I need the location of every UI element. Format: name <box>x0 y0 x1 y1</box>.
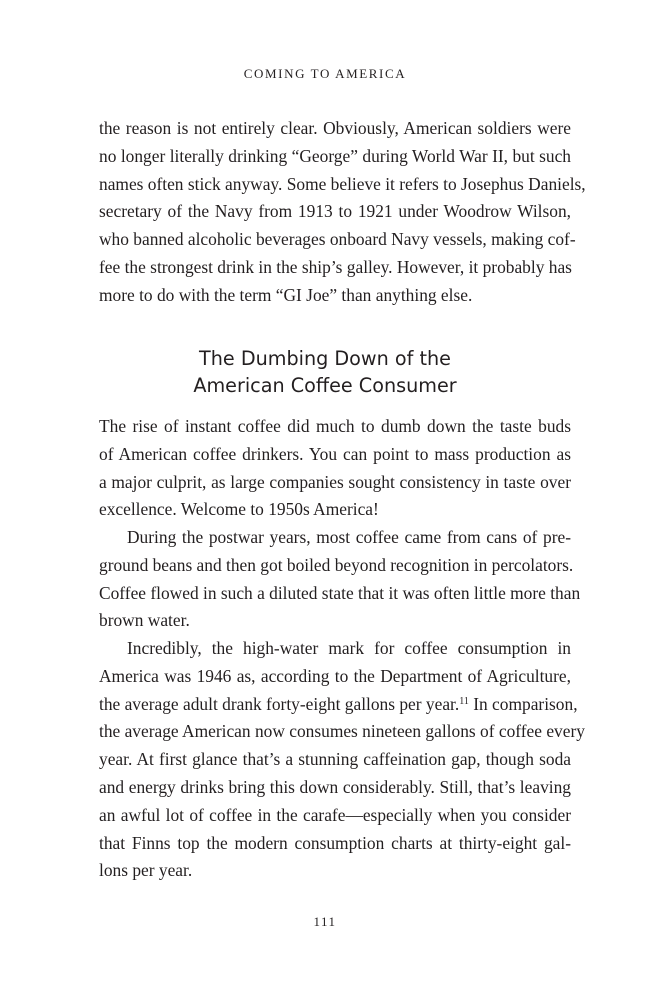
text-line: lons per year. <box>99 860 193 881</box>
text-line: no longer literally drinking “George” during World War II, but such <box>99 145 571 166</box>
footnote-reference[interactable]: 11 <box>459 695 469 707</box>
text-line: brown water. <box>99 610 190 631</box>
paragraph-postwar <box>99 524 581 635</box>
section-heading-line: American Coffee Consumer <box>193 374 457 397</box>
text-line: secretary of the Navy from 1913 to 1921 under Woodrow Wilson, <box>99 201 571 222</box>
text-line: During the postwar years, most coffee came from cans of pre- <box>127 527 571 547</box>
text-line: year. At first glance that’s a stunning caffeination gap, though soda <box>99 749 571 770</box>
text-line: the reason is not entirely clear. Obviously, American soldiers were <box>99 118 571 138</box>
running-head: COMING TO AMERICA <box>243 66 407 81</box>
paragraph-continuation <box>99 115 586 310</box>
section-heading-line: The Dumbing Down of the <box>199 347 451 370</box>
text-line <box>99 691 578 719</box>
text-fragment: In comparison, <box>468 693 578 714</box>
text-line: more to do with the term “GI Joe” than anything else. <box>99 284 473 305</box>
text-line: The rise of instant coffee did much to dumb down the taste buds <box>99 416 571 436</box>
text-line: a major culprit, as large companies sought consistency in taste over <box>99 471 571 492</box>
paragraph-consumption <box>99 635 585 885</box>
text-line: and energy drinks bring this down considerably. Still, that’s leaving <box>99 776 571 797</box>
text-line: America was 1946 as, according to the Department of Agriculture, <box>99 665 571 686</box>
text-line: names often stick anyway. Some believe it refers to Josephus Daniels, <box>99 173 586 194</box>
page-number: 111 <box>313 914 337 929</box>
paragraph-instant-coffee <box>99 413 571 524</box>
text-fragment: the average adult drank forty-eight gallons per year. <box>99 693 460 714</box>
text-line: who banned alcoholic beverages onboard Navy vessels, making cof- <box>99 229 576 250</box>
text-line: that Finns top the modern consumption charts at thirty-eight gal- <box>99 832 571 853</box>
text-line: an awful lot of coffee in the carafe—especially when you consider <box>99 804 571 825</box>
text-line: excellence. Welcome to 1950s America! <box>99 499 379 520</box>
section-heading <box>0 345 650 399</box>
text-line: Coffee flowed in such a diluted state that it was often little more than <box>99 582 581 603</box>
text-line: ground beans and then got boiled beyond recognition in percolators. <box>99 554 574 575</box>
text-line: fee the strongest drink in the ship’s galley. However, it probably has <box>99 256 572 277</box>
text-line: the average American now consumes nineteen gallons of coffee every <box>99 721 585 742</box>
text-line: of American coffee drinkers. You can point to mass production as <box>99 443 571 464</box>
text-line: Incredibly, the high-water mark for coffee consumption in <box>127 638 571 658</box>
